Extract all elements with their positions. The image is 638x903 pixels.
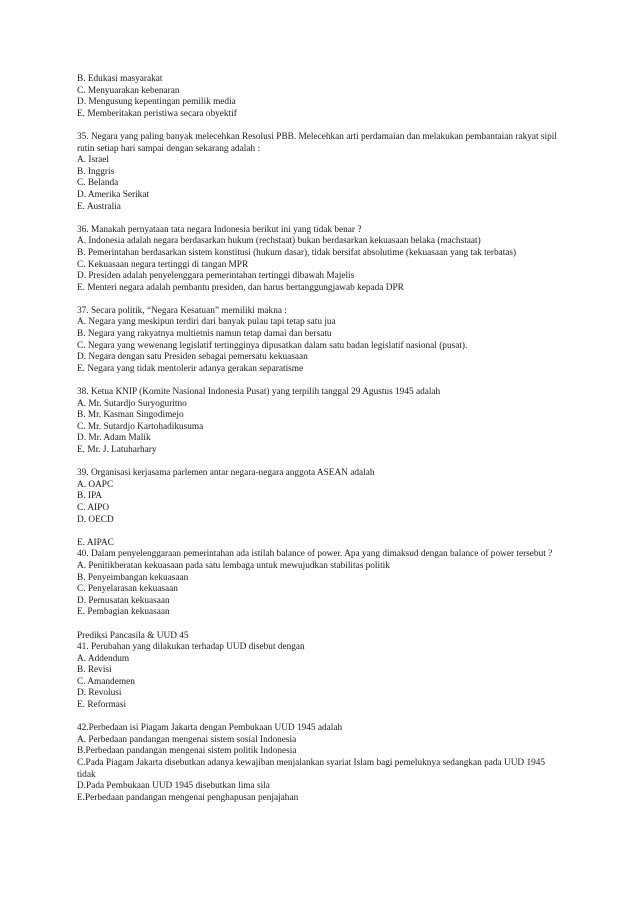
answer-option: E. Pembagian kekuasaan — [77, 607, 170, 618]
answer-option: C. Penyelarasan kekuasaan — [77, 584, 178, 595]
question-text: B. Edukasi masyarakat — [77, 74, 163, 84]
answer-option: E. Mr. J. Latuharhary — [77, 445, 157, 455]
answer-option: A. Mr. Sutardjo Suryoguritno — [77, 398, 187, 409]
answer-option: D. Mengusung kepentingan pemilik media — [77, 97, 236, 108]
answer-option: C.Pada Piagam Jakarta disebutkan adanya kewajiban menjalankan syariat Islam bagi pemeluknya sedangkan pada UUD 1945 tidak — [77, 758, 546, 780]
answer-option: E. Menteri negara adalah pembantu presiden, dan harus bertanggungjawab kepada DPR — [77, 282, 404, 293]
answer-option: A. Israel — [77, 155, 110, 166]
block-spacer — [77, 457, 559, 469]
answer-option: D. Negara dengan satu Presiden sebagai pemersatu kekuasaan — [77, 352, 308, 363]
answer-option: B.Perbedaan pandangan mengenai sistem politik Indonesia — [77, 746, 297, 757]
answer-option: E. Reformasi — [77, 700, 127, 711]
answer-option: C. Belanda — [77, 178, 119, 189]
answer-option: D. Pemusatan kekuasaan — [77, 595, 170, 606]
answer-option: A. Penitikberatan kekuasaan pada satu lembaga untuk mewujudkan stabilitas politik — [77, 560, 390, 571]
answer-option: E. Australia — [77, 201, 121, 212]
question-block — [77, 723, 559, 804]
question-text: 38. Ketua KNIP (Komite Nasional Indonesia Pusat) yang terpilih tanggal 29 Agustus 1945 adalah — [77, 387, 441, 398]
answer-option: A. Indonesia adalah negara berdasarkan hukum (rechstaat) bukan berdasarkan kekuasaan belaka (machstaat) — [77, 236, 481, 247]
block-spacer — [77, 619, 559, 631]
answer-option: B. IPA — [77, 491, 102, 502]
question-block — [77, 132, 559, 213]
answer-option: B. Pemerintahan berdasarkan sistem konstitusi (hukum dasar), tidak bersifat absolutime (kekuasaan yang tak terbatas) — [77, 247, 517, 258]
answer-option: A. Addendum — [77, 653, 130, 664]
question-block — [77, 387, 559, 457]
answer-option: B. Inggris — [77, 166, 115, 177]
answer-option: C. Amandemen — [77, 676, 135, 687]
block-spacer — [77, 213, 559, 225]
answer-option: D. Mr. Adam Malik — [77, 433, 151, 444]
block-spacer — [77, 375, 559, 387]
question-text: 35. Negara yang paling banyak melecehkan Resolusi PBB. Melecehkan arti perdamaian dan melakukan pembantaian rakyat sipil rutin setiap hari sampai dengan sekarang adalah : — [77, 131, 557, 154]
block-spacer — [77, 526, 559, 538]
answer-option: A. Negara yang meskipun terdiri dari banyak pulau tapi tetap satu jua — [77, 317, 336, 328]
answer-option: C. Kekuasaan negara tertinggi di tangan MPR — [77, 259, 249, 270]
question-block — [77, 631, 559, 712]
answer-option: A. OAPC — [77, 479, 114, 490]
question-text: 36. Manakah pernyataan tata negara Indonesia berikut ini yang tidak benar ? — [77, 224, 362, 235]
question-text: 37. Secara politik, “Negara Kesatuan” memiliki makna : — [77, 305, 287, 316]
answer-option: B. Negara yang rakyatnya multietnis namun tetap damai dan bersatu — [77, 329, 332, 340]
block-spacer — [77, 120, 559, 132]
answer-option: 41. Perubahan yang dilakukan terhadap UUD disebut dengan — [77, 642, 305, 653]
question-block — [77, 538, 559, 619]
answer-option: C. AIPO — [77, 502, 110, 513]
question-text: Prediksi Pancasila & UUD 45 — [77, 630, 189, 641]
question-text: E. AIPAC — [77, 537, 114, 548]
answer-option: A. Perbedaan pandangan mengenai sistem sosial Indonesia — [77, 734, 297, 745]
answer-option: C. Menyuarakan kebenaran — [77, 85, 180, 96]
answer-option: C. Mr. Sutardjo Kartohadikusuma — [77, 421, 204, 432]
question-block — [77, 225, 559, 295]
question-text: 42.Perbedaan isi Piagam Jakarta dengan Pembukaan UUD 1945 adalah — [77, 723, 343, 734]
answer-option: D. OECD — [77, 514, 114, 525]
question-block — [77, 74, 559, 120]
answer-option: B. Penyeimbangan kekuasaan — [77, 572, 189, 583]
question-text: 39. Organisasi kerjasama parlemen antar negara-negara anggota ASEAN adalah — [77, 468, 375, 479]
answer-option: E. Negara yang tidak mentolerir adanya gerakan separatisme — [77, 363, 304, 374]
answer-option: B. Mr. Kasman Singodimejo — [77, 410, 184, 421]
question-block — [77, 468, 559, 526]
block-spacer — [77, 294, 559, 306]
answer-option: D. Revolusi — [77, 688, 122, 699]
question-list — [77, 74, 559, 804]
block-spacer — [77, 712, 559, 724]
answer-option: 40. Dalam penyelenggaraan pemerintahan ada istilah balance of power. Apa yang dimaksud dengan balance of power tersebut ? — [77, 549, 553, 560]
answer-option: D. Presiden adalah penyelenggara pemerintahan tertinggi dibawah Majelis — [77, 271, 355, 282]
answer-option: C. Negara yang wewenang legislatif tertingginya dipusatkan dalam satu badan legislatif nasional (pusat). — [77, 340, 468, 351]
answer-option: E. Memberitakan peristiwa secara obyektif — [77, 108, 237, 119]
answer-option: D.Pada Pembukaan UUD 1945 disebutkan lima sila — [77, 781, 270, 792]
question-block — [77, 306, 559, 376]
answer-option: D. Amerika Serikat — [77, 189, 150, 200]
answer-option: E.Perbedaan pandangan mengenai penghapusan penjajahan — [77, 792, 299, 803]
answer-option: B. Revisi — [77, 665, 112, 676]
